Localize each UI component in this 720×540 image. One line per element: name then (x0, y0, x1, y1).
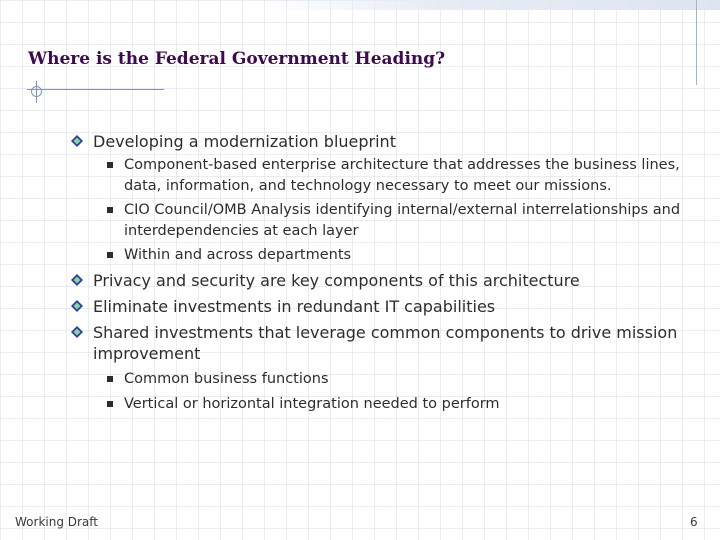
bullet-1-sub-1: Component-based enterprise architecture that addresses the business lines, data, information, and technology necessary to meet our missions. (124, 157, 680, 194)
diamond-bullet-icon (71, 135, 83, 147)
page-number: 6 (690, 515, 698, 529)
bullet-4-text: Shared investments that leverage common components to drive mission improvement (93, 323, 678, 363)
bullet-2-text: Privacy and security are key components of this architecture (93, 271, 580, 290)
bullet-1-sub-2: CIO Council/OMB Analysis identifying internal/external interrelationships and interdependencies at each layer (124, 202, 681, 239)
title-underline (27, 89, 164, 90)
diamond-bullet-icon (71, 326, 83, 338)
square-bullet-icon (107, 207, 113, 213)
square-bullet-icon (107, 401, 113, 407)
bullet-3-text: Eliminate investments in redundant IT capabilities (93, 297, 496, 316)
bullet-4-sub-2: Vertical or horizontal integration needed to perform (124, 396, 500, 412)
bullet-1-sub-3: Within and across departments (124, 247, 352, 263)
square-bullet-icon (107, 162, 113, 168)
square-bullet-icon (107, 376, 113, 382)
bullet-4-sub-1: Common business functions (124, 371, 329, 387)
diamond-bullet-icon (71, 274, 83, 286)
slide-title: Where is the Federal Government Heading? (28, 49, 446, 69)
bullet-1-text: Developing a modernization blueprint (93, 132, 396, 151)
right-decoration-line (696, 0, 697, 85)
diamond-bullet-icon (71, 300, 83, 312)
footer-label: Working Draft (15, 515, 99, 529)
top-decoration-band (262, 0, 720, 10)
title-rule-ring (31, 86, 42, 97)
square-bullet-icon (107, 252, 113, 258)
